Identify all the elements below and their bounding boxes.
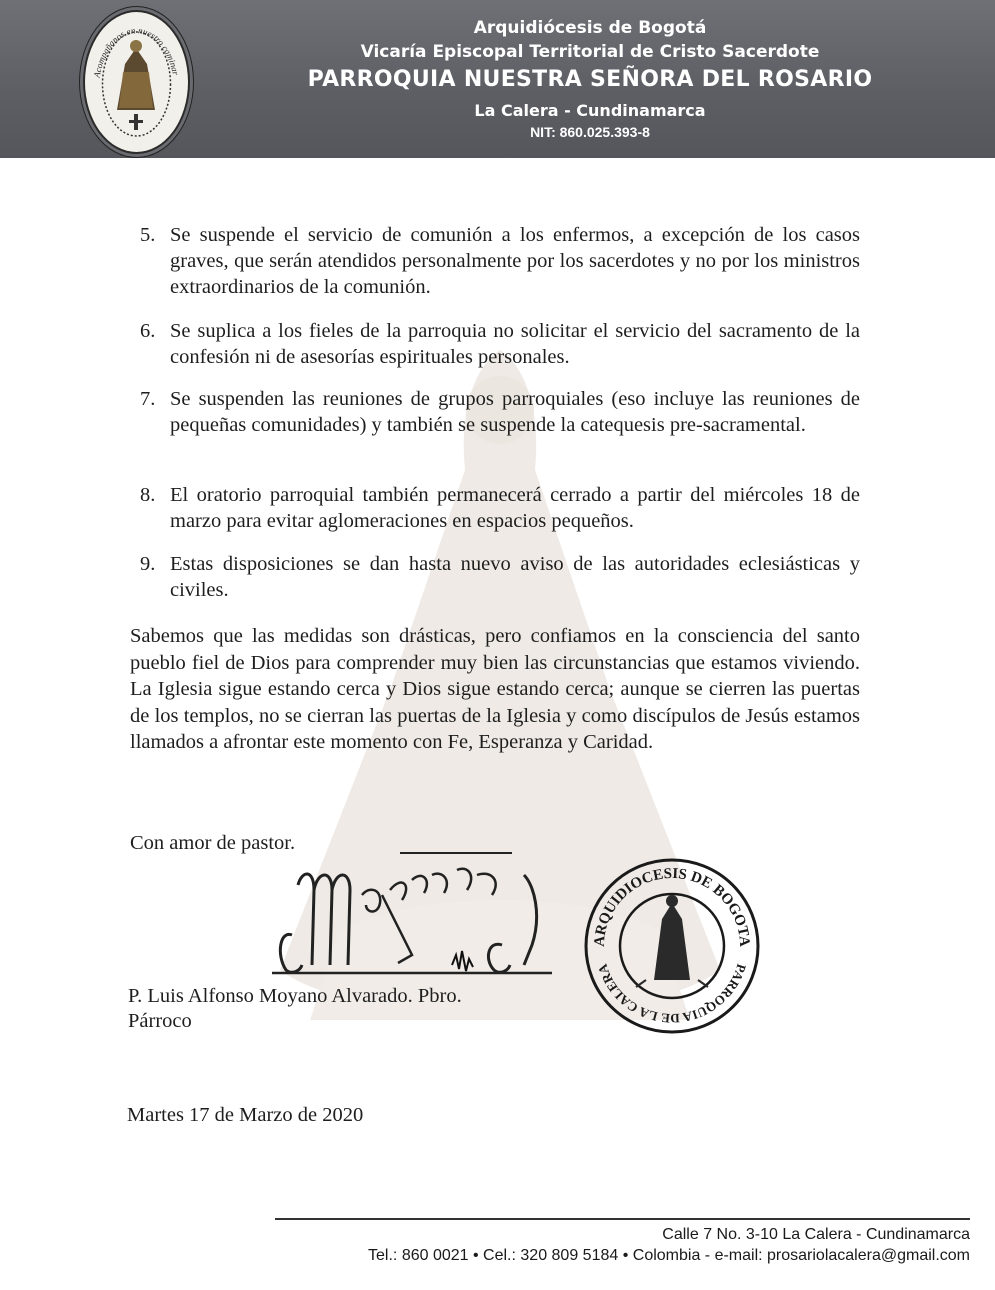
item-number: 8. <box>140 484 156 506</box>
handwritten-signature <box>262 845 562 995</box>
letterhead <box>0 0 995 158</box>
item-text: Se suspende el servicio de comunión a los enfermos, a excepción de los casos graves, que serán atendidos personalmente por los sacerdotes y no por los ministros extraordinarios de la comunión. <box>170 224 860 298</box>
letter-date: Martes 17 de Marzo de 2020 <box>127 1104 364 1126</box>
salutation: Con amor de pastor. <box>130 832 296 854</box>
location-text: La Calera - Cundinamarca <box>474 101 706 120</box>
item-number: 7. <box>140 388 156 410</box>
archdiocese-title: Arquidiócesis de Bogotá <box>473 18 707 38</box>
item-text: El oratorio parroquial también permanecerá cerrado a partir del miércoles 18 de marzo para evitar aglomeraciones en espacios pequeños. <box>170 484 860 532</box>
parish-seal <box>582 855 762 1037</box>
footer-contact: Tel.: 860 0021 • Cel.: 320 809 5184 • Colombia - e-mail: prosariolacalera@gmail.com <box>368 1247 970 1264</box>
seal-text-bottom: PARROQUIA DE LA CALERA <box>594 962 750 1027</box>
signer-role: Párroco <box>128 1010 192 1032</box>
item-number: 9. <box>140 553 156 575</box>
vicariate-title: Vicaría Episcopal Territorial de Cristo Sacerdote <box>360 42 820 62</box>
item-number: 5. <box>140 224 156 246</box>
svg-text:Acompañanos en nuestro caminar: Acompañanos en nuestro caminar <box>91 25 181 79</box>
signer-name: P. Luis Alfonso Moyano Alvarado. Pbro. <box>128 985 462 1007</box>
item-text: Se suspenden las reuniones de grupos parroquiales (eso incluye las reuniones de pequeñas comunidades) y también se suspende la catequesis pre-sacramental. <box>170 388 860 436</box>
parish-logo <box>83 10 190 154</box>
item-number: 6. <box>140 320 156 342</box>
item-text: Estas disposiciones se dan hasta nuevo aviso de las autoridades eclesiásticas y civiles. <box>170 553 860 601</box>
seal-text-top: ARQUIDIOCESIS DE BOGOTA <box>591 865 753 948</box>
parish-title: PARROQUIA NUESTRA SEÑORA DEL ROSARIO <box>307 67 873 92</box>
item-text: Se suplica a los fieles de la parroquia no solicitar el servicio del sacramento de la confesión ni de asesorías espirituales personales. <box>170 320 860 368</box>
closing-paragraph: Sabemos que las medidas son drásticas, pero confiamos en la consciencia del santo pueblo fiel de Dios para comprender muy bien las circunstancias que estamos viviendo. La Iglesia sigue estando cerca y Dios sigue estando cerca; aunque se cierren las puertas de los templos, no se cierran las puertas de la Iglesia y como discípulos de Jesús estamos llamados a afrontar este momento con Fe, Esperanza y Caridad. <box>130 625 860 753</box>
footer-address: Calle 7 No. 3-10 La Calera - Cundinamarca <box>662 1226 970 1243</box>
nit-text: NIT: 860.025.393-8 <box>530 124 650 140</box>
footer-divider <box>275 1218 970 1220</box>
